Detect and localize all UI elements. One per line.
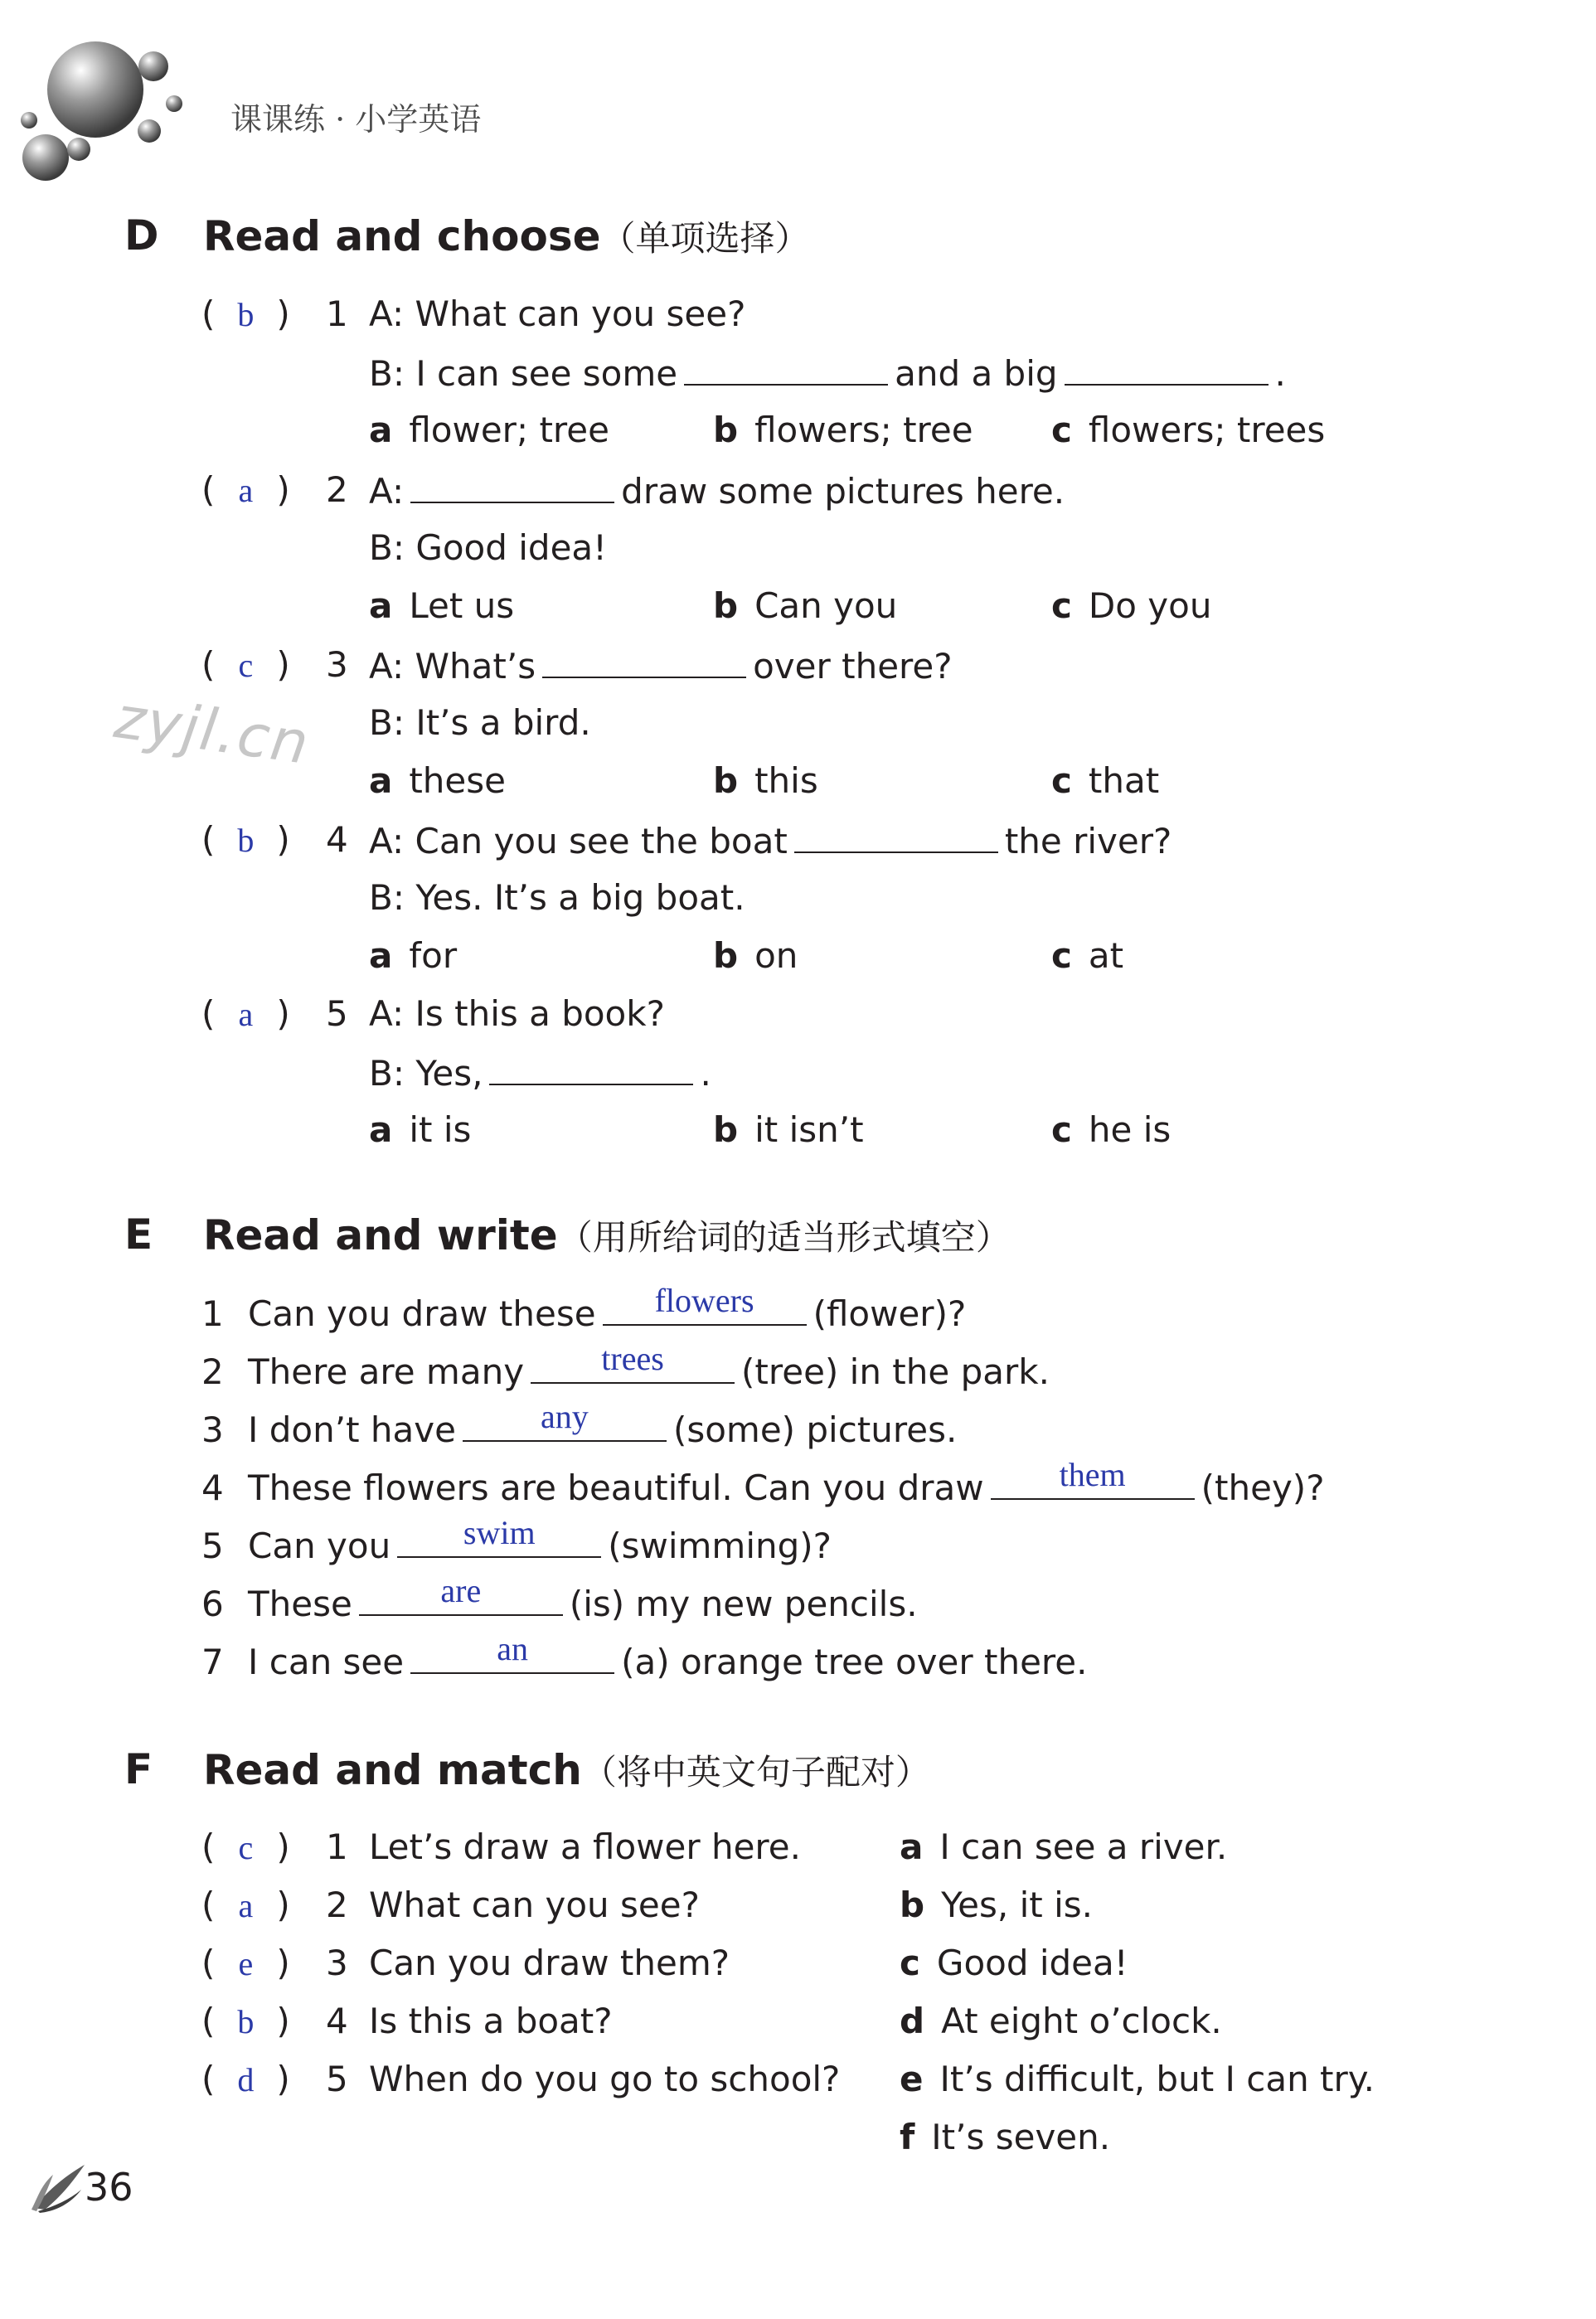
- option-letter: c: [1051, 585, 1072, 626]
- option-text: It’s difficult, but I can try.: [939, 2059, 1375, 2099]
- line-text: B: I can see some: [369, 353, 678, 394]
- item-number: 1: [201, 1293, 224, 1334]
- option-c: [1051, 585, 1211, 628]
- section-title: Read and match: [203, 1746, 582, 1794]
- answer-blank: [463, 1398, 667, 1442]
- option-text: flowers; tree: [754, 410, 973, 450]
- item-text: These: [248, 1584, 352, 1624]
- question-line-a: [369, 818, 1172, 863]
- answer-blank: [1065, 351, 1269, 386]
- match-left-item: [201, 2000, 613, 2044]
- answer-paren: ( e ): [201, 1942, 326, 1986]
- option-letter: a: [900, 1827, 924, 1867]
- option-text: Can you: [754, 585, 898, 626]
- option-text: flowers; trees: [1088, 410, 1326, 450]
- item-text: (some) pictures.: [672, 1409, 958, 1450]
- answer-value: b: [237, 2003, 255, 2040]
- answer-blank: [794, 818, 998, 853]
- question-number: 4: [326, 819, 348, 860]
- match-left-item: [201, 1942, 730, 1986]
- answer-blank: [410, 468, 614, 503]
- answer-blank: [397, 1514, 601, 1558]
- question-line-b: [369, 1050, 711, 1095]
- item-text: (tree) in the park.: [741, 1351, 1050, 1392]
- answer-value: b: [237, 822, 255, 859]
- answer-value: an: [497, 1630, 528, 1667]
- question-row: [201, 818, 348, 862]
- item-text: These flowers are beautiful. Can you draw: [248, 1468, 984, 1508]
- question-line-a: [369, 643, 953, 688]
- option-letter: b: [900, 1885, 925, 1925]
- fill-item: [201, 1340, 1050, 1394]
- option-letter: b: [713, 760, 739, 801]
- question-row: [201, 293, 348, 337]
- option-text: at: [1088, 935, 1124, 976]
- answer-value: swim: [463, 1514, 536, 1551]
- match-left-item: [201, 2058, 840, 2102]
- match-right-item: [900, 2058, 1375, 2101]
- option-letter: c: [1051, 410, 1072, 450]
- item-number: 5: [326, 2059, 348, 2099]
- item-text: Can you draw these: [248, 1293, 596, 1334]
- option-a: [369, 759, 506, 803]
- line-text: A:: [369, 471, 405, 512]
- item-text: What can you see?: [369, 1885, 700, 1925]
- item-number: 2: [201, 1351, 224, 1392]
- fill-item: [201, 1398, 958, 1452]
- option-letter: c: [1051, 935, 1072, 976]
- fill-item: [201, 1282, 967, 1336]
- answer-paren: ( b ): [201, 818, 326, 862]
- option-text: it is: [409, 1109, 472, 1150]
- match-right-item: [900, 2116, 1110, 2159]
- answer-paren: ( a ): [201, 992, 326, 1036]
- line-text: .: [1274, 353, 1286, 394]
- question-number: 3: [326, 644, 348, 685]
- line-text: .: [700, 1053, 711, 1094]
- item-text: (they)?: [1201, 1468, 1325, 1508]
- question-number: 2: [326, 469, 348, 510]
- line-text: A: What’s: [369, 646, 536, 686]
- section-title: Read and choose: [203, 212, 601, 260]
- answer-blank: [410, 1630, 614, 1674]
- option-text: I can see a river.: [939, 1827, 1228, 1867]
- option-text: these: [409, 760, 506, 801]
- match-right-item: [900, 1942, 1128, 1985]
- question-number: 1: [326, 294, 348, 334]
- answer-value: c: [238, 1829, 254, 1866]
- option-c: [1051, 934, 1123, 978]
- item-number: 7: [201, 1642, 224, 1682]
- fill-item: [201, 1572, 918, 1626]
- question-row: [201, 992, 348, 1036]
- option-text: for: [409, 935, 458, 976]
- line-text: the river?: [1004, 821, 1172, 861]
- section-letter: F: [124, 1745, 153, 1793]
- section-letter: E: [124, 1210, 153, 1259]
- section-f-title: [203, 1745, 930, 1795]
- answer-value: c: [238, 647, 254, 684]
- answer-blank: [991, 1456, 1195, 1500]
- item-text: (a) orange tree over there.: [621, 1642, 1088, 1682]
- answer-blank: [542, 643, 746, 678]
- question-row: [201, 468, 348, 512]
- fill-item: [201, 1630, 1088, 1684]
- section-title-cn: （将中英文句子配对）: [581, 1752, 930, 1793]
- item-number: 6: [201, 1584, 224, 1624]
- option-a: [369, 585, 514, 628]
- answer-value: d: [237, 2061, 255, 2098]
- section-title-cn: （用所给词的适当形式填空）: [557, 1217, 1011, 1258]
- answer-value: b: [237, 296, 255, 333]
- answer-value: e: [238, 1945, 254, 1982]
- header-bubbles-decoration: [17, 33, 191, 191]
- option-letter: c: [900, 1943, 920, 1983]
- question-line-b: [369, 351, 1286, 395]
- answer-paren: ( c ): [201, 643, 326, 687]
- item-text: (is) my new pencils.: [569, 1584, 918, 1624]
- answer-value: a: [238, 1887, 254, 1924]
- option-b: [713, 1109, 864, 1152]
- option-letter: b: [713, 1109, 739, 1150]
- section-letter: D: [124, 211, 159, 260]
- option-c: [1051, 759, 1159, 803]
- match-right-item: [900, 1826, 1227, 1869]
- option-text: Let us: [409, 585, 515, 626]
- option-letter: b: [713, 410, 739, 450]
- option-c: [1051, 409, 1325, 452]
- match-left-item: [201, 1884, 700, 1928]
- answer-blank: [359, 1572, 563, 1616]
- watermark: zyjl.cn: [110, 682, 314, 779]
- answer-value: them: [1059, 1456, 1126, 1493]
- item-text: Can you draw them?: [369, 1943, 730, 1983]
- option-letter: c: [1051, 1109, 1072, 1150]
- answer-value: any: [541, 1398, 589, 1435]
- question-line-b: B: It’s a bird.: [369, 702, 591, 743]
- answer-value: are: [440, 1572, 482, 1609]
- option-text: on: [754, 935, 798, 976]
- section-e-title: [203, 1210, 1011, 1260]
- answer-blank: [531, 1340, 735, 1384]
- option-letter: a: [369, 1109, 393, 1150]
- answer-paren: ( b ): [201, 293, 326, 337]
- answer-value: flowers: [654, 1282, 754, 1319]
- answer-value: a: [238, 996, 254, 1033]
- option-text: Good idea!: [936, 1943, 1128, 1983]
- answer-paren: ( a ): [201, 1884, 326, 1928]
- item-number: 4: [201, 1468, 224, 1508]
- option-text: It’s seven.: [931, 2117, 1111, 2157]
- question-line-a: [369, 468, 1065, 513]
- line-text: and a big: [895, 353, 1058, 394]
- option-b: [713, 409, 973, 452]
- option-b: [713, 759, 818, 803]
- question-line-a: A: Is this a book?: [369, 993, 665, 1034]
- option-letter: e: [900, 2059, 924, 2099]
- section-title: Read and write: [203, 1211, 558, 1259]
- match-right-item: [900, 1884, 1093, 1927]
- fill-item: [201, 1456, 1325, 1510]
- option-text: it isn’t: [754, 1109, 864, 1150]
- item-text: (flower)?: [813, 1293, 967, 1334]
- option-b: [713, 934, 798, 978]
- line-text: A: Can you see the boat: [369, 821, 788, 861]
- option-text: this: [754, 760, 818, 801]
- section-d-heading: [124, 211, 159, 260]
- page-number: 36: [85, 2165, 133, 2210]
- option-text: that: [1088, 760, 1160, 801]
- item-text: Let’s draw a flower here.: [369, 1827, 801, 1867]
- item-number: 3: [326, 1943, 348, 1983]
- question-line-b: B: Yes. It’s a big boat.: [369, 877, 745, 918]
- answer-value: trees: [601, 1340, 664, 1377]
- option-letter: a: [369, 760, 393, 801]
- option-letter: d: [900, 2001, 925, 2041]
- section-f-heading: [124, 1745, 153, 1793]
- item-text: Is this a boat?: [369, 2001, 613, 2041]
- option-a: [369, 934, 457, 978]
- item-number: 4: [326, 2001, 348, 2041]
- line-text: over there?: [753, 646, 953, 686]
- answer-blank: [603, 1282, 807, 1326]
- fill-item: [201, 1514, 832, 1568]
- option-letter: a: [369, 410, 393, 450]
- item-number: 1: [326, 1827, 348, 1867]
- line-text: draw some pictures here.: [621, 471, 1065, 512]
- item-number: 2: [326, 1885, 348, 1925]
- option-letter: f: [900, 2117, 915, 2157]
- item-number: 3: [201, 1409, 224, 1450]
- question-row: [201, 643, 348, 687]
- option-letter: b: [713, 935, 739, 976]
- option-a: [369, 1109, 471, 1152]
- option-text: he is: [1088, 1109, 1172, 1150]
- option-letter: c: [1051, 760, 1072, 801]
- question-line-a: A: What can you see?: [369, 294, 746, 334]
- answer-paren: ( d ): [201, 2058, 326, 2102]
- answer-value: a: [238, 472, 254, 509]
- item-text: (swimming)?: [608, 1526, 832, 1566]
- answer-blank: [684, 351, 888, 386]
- option-text: Yes, it is.: [941, 1885, 1093, 1925]
- answer-paren: ( c ): [201, 1826, 326, 1870]
- option-letter: a: [369, 585, 393, 626]
- item-text: I don’t have: [248, 1409, 456, 1450]
- option-text: At eight o’clock.: [941, 2001, 1222, 2041]
- answer-paren: ( a ): [201, 468, 326, 512]
- section-title-cn: （单项选择）: [600, 218, 810, 259]
- option-c: [1051, 1109, 1171, 1152]
- section-d-title: [203, 211, 810, 261]
- option-text: flower; tree: [409, 410, 609, 450]
- match-left-item: [201, 1826, 801, 1870]
- option-b: [713, 585, 897, 628]
- item-number: 5: [201, 1526, 224, 1566]
- option-letter: a: [369, 935, 393, 976]
- question-line-b: B: Good idea!: [369, 527, 608, 568]
- line-text: B: Yes,: [369, 1053, 483, 1094]
- section-e-heading: [124, 1210, 153, 1259]
- answer-paren: ( b ): [201, 2000, 326, 2044]
- question-number: 5: [326, 993, 348, 1034]
- item-text: I can see: [248, 1642, 405, 1682]
- leaf-icon: [30, 2160, 88, 2213]
- item-text: Can you: [248, 1526, 391, 1566]
- option-text: Do you: [1088, 585, 1212, 626]
- answer-blank: [489, 1050, 693, 1085]
- item-text: There are many: [248, 1351, 525, 1392]
- match-right-item: [900, 2000, 1222, 2043]
- item-text: When do you go to school?: [369, 2059, 841, 2099]
- option-a: [369, 409, 609, 452]
- option-letter: b: [713, 585, 739, 626]
- header-title: 课课练 · 小学英语: [230, 101, 482, 138]
